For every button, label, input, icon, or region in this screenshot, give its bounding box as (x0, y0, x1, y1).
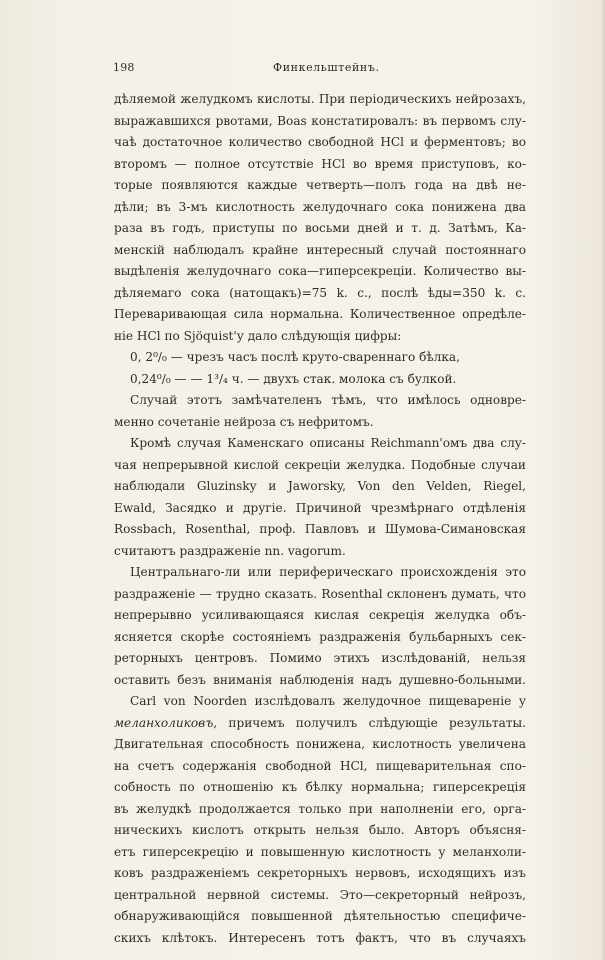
text-line: ническихъ кислотъ открыть нельзя было. Авторъ объясня- (114, 823, 526, 837)
text-line: дѣляемой желудкомъ кислоты. При періодическихъ нейрозахъ, (114, 92, 526, 106)
text-line: непрерывно усиливающаяся кислая секреція желудка объ- (114, 608, 526, 622)
text-line: чая непрерывной кислой секреціи желудка. Подобные случаи (114, 457, 526, 472)
text-line: ясняется скорѣе состояніемъ раздраженія бульбарныхъ сек- (114, 629, 526, 644)
text-line: ковъ раздраженіемъ секреторныхъ нервовъ, исходящихъ изъ (114, 866, 526, 880)
text-line: чаѣ достаточное количество свободной НСl и ферментовъ; во (114, 135, 526, 149)
text-line: менскій наблюдалъ крайне интересный случай постояннаго (114, 242, 526, 257)
formula-line: 0, 2⁰/₀ — чрезъ часъ послѣ круто-свареннаго бѣлка, (130, 350, 460, 364)
paragraph-start-line: Кромѣ случая Каменскаго описаны Reichmann'омъ два слу- (130, 436, 526, 450)
text-line: считаютъ раздраженіе nn. vagorum. (114, 543, 346, 558)
formula-line: 0,24⁰/₀ — — 1³/₄ ч. — двухъ стак. молока съ булкой. (130, 371, 457, 386)
text-line: въ желудкѣ продолжается только при наполненіи его, орга- (114, 801, 526, 816)
text-line: собность по отношенію къ бѣлку нормальна; гиперсекреція (114, 780, 526, 794)
page-header (113, 61, 525, 77)
text-line-with-italic: меланхоликовъ, причемъ получилъ слѣдующіе результаты. (114, 715, 526, 730)
text-line: ніе НСl по Sjöquist'у дало слѣдующія цифры: (114, 328, 402, 343)
paragraph-start-line: Случай этотъ замѣчателенъ тѣмъ, что имѣлось одновре- (130, 393, 526, 407)
text-line: Rossbach, Rosenthal, проф. Павловъ и Шумова-Симановская (114, 522, 526, 536)
text-line: Переваривающая сила нормальна. Количественное опредѣле- (114, 307, 526, 321)
text-line: наблюдали Gluzinsky и Jaworsky, Von den Velden, Riegel, (114, 479, 526, 493)
text-line: дѣли; въ 3-мъ кислотность желудочнаго сока понижена два (114, 199, 526, 214)
text-line: етъ гиперсекрецію и повышенную кислотность у меланхоли- (114, 844, 526, 859)
text-line: скихъ клѣтокъ. Интересенъ тотъ фактъ, что въ случаяхъ (114, 930, 526, 945)
text-line: второмъ — полное отсутствіе НСl во время приступовъ, ко- (114, 156, 526, 171)
text-line: торые появляются каждые четверть—полъ года на двѣ не- (114, 178, 526, 192)
text-line: дѣляемаго сока (натощакъ)=75 k. с., послѣ ѣды=350 k. с. (114, 285, 526, 300)
body-text (114, 89, 526, 949)
text-line: центральной нервной системы. Это—секреторный нейрозъ, (114, 887, 526, 902)
text-line: выражавшихся рвотами, Boas констатировалъ: въ первомъ слу- (114, 113, 526, 128)
page-number: 198 (113, 61, 135, 74)
italic-term: меланхоликовъ (114, 715, 214, 730)
paragraph-start-line: Carl von Noorden изслѣдовалъ желудочное пищевареніе у (130, 694, 526, 708)
text-line: раза въ годъ, приступы по восьми дней и т. д. Затѣмъ, Ка- (114, 221, 526, 235)
text-line: оставить безъ вниманія наблюденія надъ душевно-больными. (114, 672, 526, 687)
text-line: выдѣленія желудочнаго сока—гиперсекреціи. Количество вы- (114, 264, 526, 278)
text-line: на счетъ содержанія свободной НСl, пищеварительная спо- (114, 758, 526, 773)
text-line: реторныхъ центровъ. Помимо этихъ изслѣдованій, нельзя (114, 651, 526, 665)
text-line: менно сочетаніе нейроза съ нефритомъ. (114, 414, 374, 429)
running-title: Финкельштейнъ. (273, 61, 380, 74)
text-line: Двигательная способность понижена, кислотность увеличена (114, 737, 526, 751)
text-line: обнаруживающійся повышенной дѣятельностью специфиче- (114, 909, 526, 923)
text-line: раздраженіе — трудно сказать. Rosenthal склоненъ думать, что (114, 586, 526, 601)
text-line: Ewald, Засядко и другіе. Причиной чрезмѣрнаго отдѣленія (114, 500, 526, 515)
paragraph-start-line: Центральнаго-ли или периферическаго происхожденія это (130, 565, 526, 579)
